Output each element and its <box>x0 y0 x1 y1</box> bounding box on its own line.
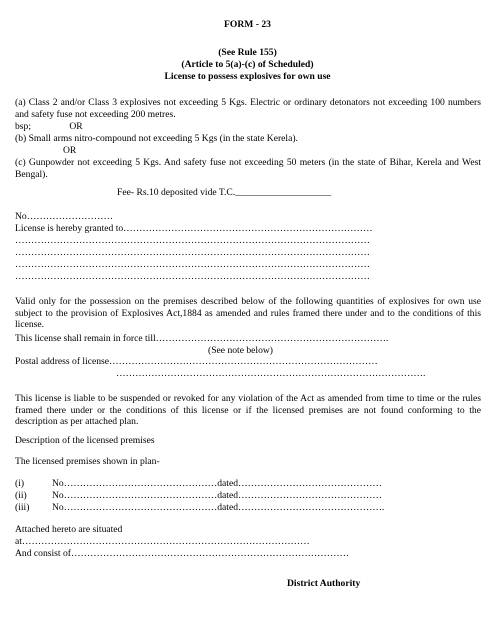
attached-line: Attached hereto are situated <box>15 524 123 535</box>
form-title: License to possess explosives for own use <box>164 71 331 82</box>
or-separator-1: bsp; OR <box>15 121 83 132</box>
consist-of-line: And consist of…………………………………………………………………………… <box>15 548 350 559</box>
category-c: (c) Gunpowder not exceeding 5 Kgs. And safety fuse not exceeding 50 meters (in the state of Bihar, Kerela and West Bengal). <box>15 157 481 180</box>
fee-line: Fee- Rs.10 deposited vide T.C.____________________ <box>117 187 332 198</box>
dotted-line: ………………………………………………………………………………………………… <box>15 247 370 258</box>
article-reference: (Article to 5(a)-(c) of Scheduled) <box>181 59 314 70</box>
description-heading: Description of the licensed premises <box>15 435 155 446</box>
granted-to-line: License is hereby granted to…………………………………………………………………… <box>15 223 373 234</box>
plan-row-entry: No…………………………………………dated……………………………………… <box>52 490 382 501</box>
dotted-line: ………………………………………………………………………………………………… <box>15 271 370 282</box>
see-note: (See note below) <box>208 345 274 356</box>
form-number: FORM - 23 <box>224 19 271 30</box>
in-force-line: This license shall remain in force till………………………………………………………………. <box>15 333 389 344</box>
plan-row-number: (ii) <box>15 490 27 501</box>
postal-address-line: Postal address of license………………………………………………………………………… <box>15 356 378 367</box>
category-b: (b) Small arms nitro-compound not exceeding 5 Kgs (in the state Kerela). <box>15 133 298 144</box>
liability-paragraph: This license is liable to be suspended or revoked for any violation of the Act as amended from time to time or the rules framed there under or the conditions of this license or if the licensed premises are not found conforming to the description as per attached plan. <box>15 393 481 427</box>
rule-reference: (See Rule 155) <box>218 47 277 58</box>
validity-paragraph: Valid only for the possession on the premises described below of the following quantities of explosives for own use subject to the provision of Explosives Act,1884 as amended and rules framed there under and to the conditions of this license. <box>15 296 481 330</box>
plan-row-number: (i) <box>15 478 25 489</box>
situated-at-line: at……………………………………………………………………………… <box>15 536 310 547</box>
postal-continuation: ……………………………………………………………………………………. <box>116 368 426 379</box>
license-number: No……………………… <box>15 211 114 222</box>
dotted-line: ………………………………………………………………………………………………… <box>15 235 370 246</box>
category-a: (a) Class 2 and/or Class 3 explosives not exceeding 5 Kgs. Electric or ordinary detonators not exceeding 100 numbers and safety fuse not exceeding 200 metres. <box>15 97 481 120</box>
signature-authority: District Authority <box>287 578 361 589</box>
plan-heading: The licensed premises shown in plan- <box>15 456 160 467</box>
plan-row-entry: No…………………………………………dated………………………………………. <box>52 502 385 513</box>
or-separator-2: OR <box>15 145 77 156</box>
plan-row-entry: No…………………………………………dated……………………………………… <box>52 478 382 489</box>
plan-row-number: (iii) <box>15 502 30 513</box>
dotted-line: ………………………………………………………………………………………………… <box>15 259 370 270</box>
